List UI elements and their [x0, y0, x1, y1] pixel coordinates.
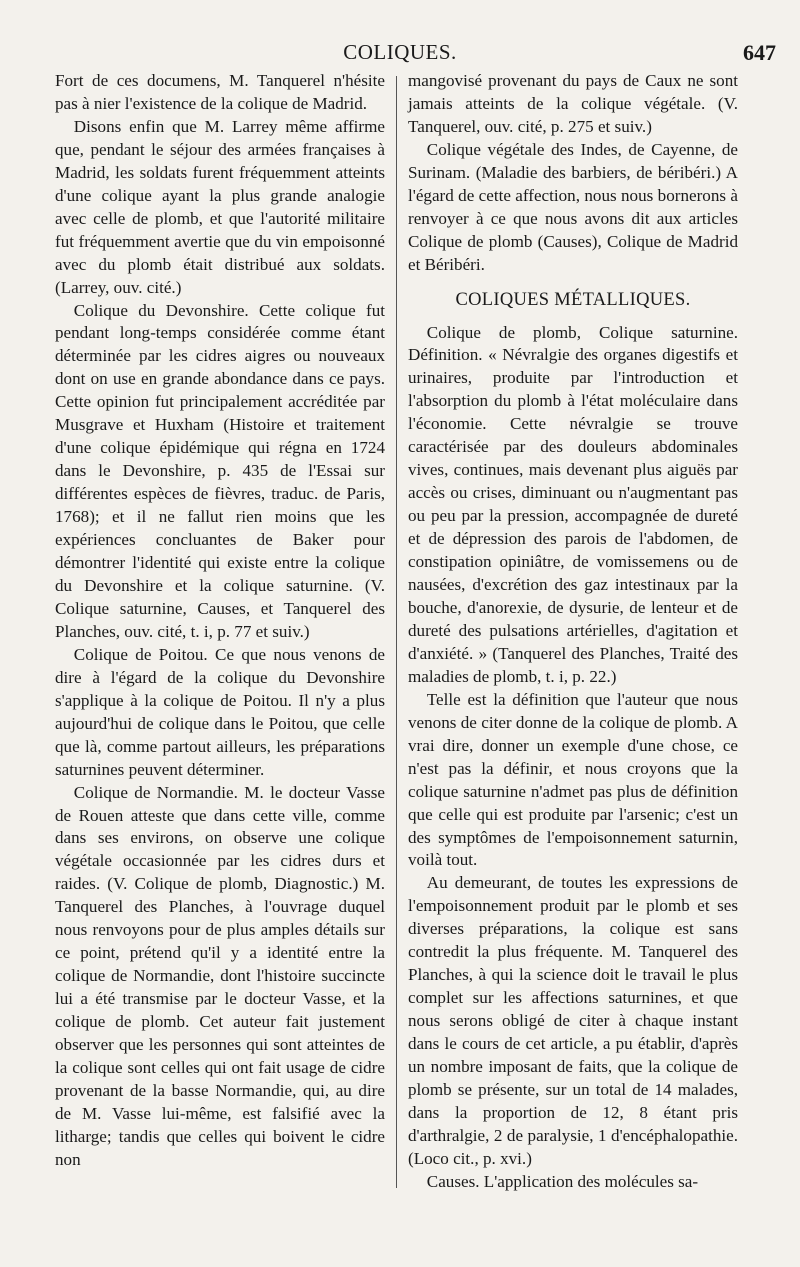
column-divider: [396, 76, 397, 1188]
left-column: [55, 70, 385, 1172]
page-number: 647: [743, 40, 776, 65]
paragraph-normandie-end: mangovisé provenant du pays de Caux ne sont jamais atteints de la colique végétale. (V. Tanquerel, ouv. cité, p. 275 et suiv.): [408, 71, 738, 136]
section-title: COLIQUES MÉTALLIQUES.: [455, 289, 691, 310]
paragraph-colique-vegetale-indes: Colique végétale des Indes, de Cayenne, de Surinam. (Maladie des barbiers, de béribéri.) A l'égard de cette affection, nous nous bornerons à renvoyer à ce que nous avons dit aux articles Colique de plomb (Causes), Colique de Madrid et Béribéri.: [408, 139, 738, 274]
right-column: [408, 70, 738, 1194]
paragraph-larrey: Disons enfin que M. Larrey même affirme que, pendant le séjour des armées françaises à Madrid, les soldats furent fréquemment atteints d'une colique ayant la plus grande analogie avec celle de plomb, et que l'autorité militaire fut fréquemment avertie que du vin empoisonné avec du plomb était distribué aux soldats. (Larrey, ouv. cité.): [55, 116, 385, 297]
paragraph-colique-devonshire: Colique du Devonshire. Cette colique fut pendant long-temps considérée comme étant déterminée par les cidres aigres ou nouveaux dont on use en grande abondance dans ce pays. Cette opinion fut principalement accréditée par Musgrave et Huxham (Histoire et traitement d'une colique épidémique qui régna en 1724 dans le Devonshire, p. 435 de l'Essai sur différentes espèces de fièvres, traduc. de Paris, 1768); et il ne fallut rien moins que les expériences concluantes de Baker pour démontrer l'identité qui existe entre la colique du Devonshire et la colique saturnine. (V. Colique saturnine, Causes, et Tanquerel des Planches, ouv. cité, t. i, p. 77 et suiv.): [55, 300, 385, 641]
paragraph-colique-poitou: Colique de Poitou. Ce que nous venons de dire à l'égard de la colique du Devonshire s'applique à la colique de Poitou. Il n'y a plus aujourd'hui de colique dans le Poitou, que celle que là, comme partout ailleurs, les préparations saturnines peuvent déterminer.: [55, 644, 385, 779]
paragraph-madrid-end: Fort de ces documens, M. Tanquerel n'hésite pas à nier l'existence de la colique de Madrid.: [55, 71, 385, 113]
paragraph-colique-normandie: Colique de Normandie. M. le docteur Vasse de Rouen atteste que dans cette ville, comme dans ses environs, on observe une colique végétale occasionnée par les cidres durs et raides. (V. Colique de plomb, Diagnostic.) M. Tanquerel des Planches, à l'ouvrage duquel nous renvoyons pour de plus amples détails sur ce point, prétend qu'il y a identité entre la colique de Normandie, dont l'histoire succincte lui a été transmise par le docteur Vasse, et la colique de plomb. Cet auteur fait justement observer que les personnes qui sont atteintes de la colique sont celles qui ont fait usage de cidre provenant de la basse Normandie, qui, au dire de M. Vasse lui-même, est falsifié avec la litharge; tandis que celles qui boivent le cidre non: [55, 782, 385, 1169]
running-title: COLIQUES.: [343, 40, 457, 64]
paragraph-au-demeurant: Au demeurant, de toutes les expressions de l'empoisonnement produit par le plomb et ses diverses préparations, la colique est sans contredit la plus fréquente. M. Tanquerel des Planches, à qui la science doit le travail le plus complet sur les affections saturnines, et que nous serons obligé de citer à chaque instant dans le cours de cet article, a pu établir, d'après un nombre imposant de faits, que la colique de plomb se présente, sur un total de 14 malades, dans la proportion de 12, 8 étant pris d'arthralgie, 2 de paralysie, 1 d'encéphalopathie. (Loco cit., p. xvi.): [408, 873, 738, 1168]
paragraph-colique-plomb-definition: Colique de plomb, Colique saturnine. Définition. « Névralgie des organes digestifs et urinaires, produite par l'introduction et l'absorption du plomb à l'état moléculaire dans l'économie. Cette névralgie se trouve caractérisée par des douleurs abdominales vives, continues, mais devenant plus aiguës par accès ou crises, diminuant ou n'augmentant pas ou peu par la pression, accompagnée de dureté et de dépression des parois de l'abdomen, de constipation opiniâtre, de vomissemens ou de nausées, d'excrétion des gaz intestinaux par la bouche, d'anorexie, de dysurie, de lenteur et de dureté des pulsations artérielles, d'agitation et d'anxiété. » (Tanquerel des Planches, Traité des maladies de plomb, t. i, p. 22.): [408, 322, 738, 686]
paragraph-causes: Causes. L'application des molécules sa-: [426, 1171, 699, 1191]
paragraph-telle-est-la-definition: Telle est la définition que l'auteur que nous venons de citer donne de la colique de plomb. A vrai dire, donner un exemple d'une chose, ce n'est pas la définir, et nous croyons que la colique saturnine n'admet pas plus de définition que celle qui est produite par l'arsenic; c'est un des symptômes de l'empoisonnement saturnin, voilà tout.: [408, 689, 738, 870]
